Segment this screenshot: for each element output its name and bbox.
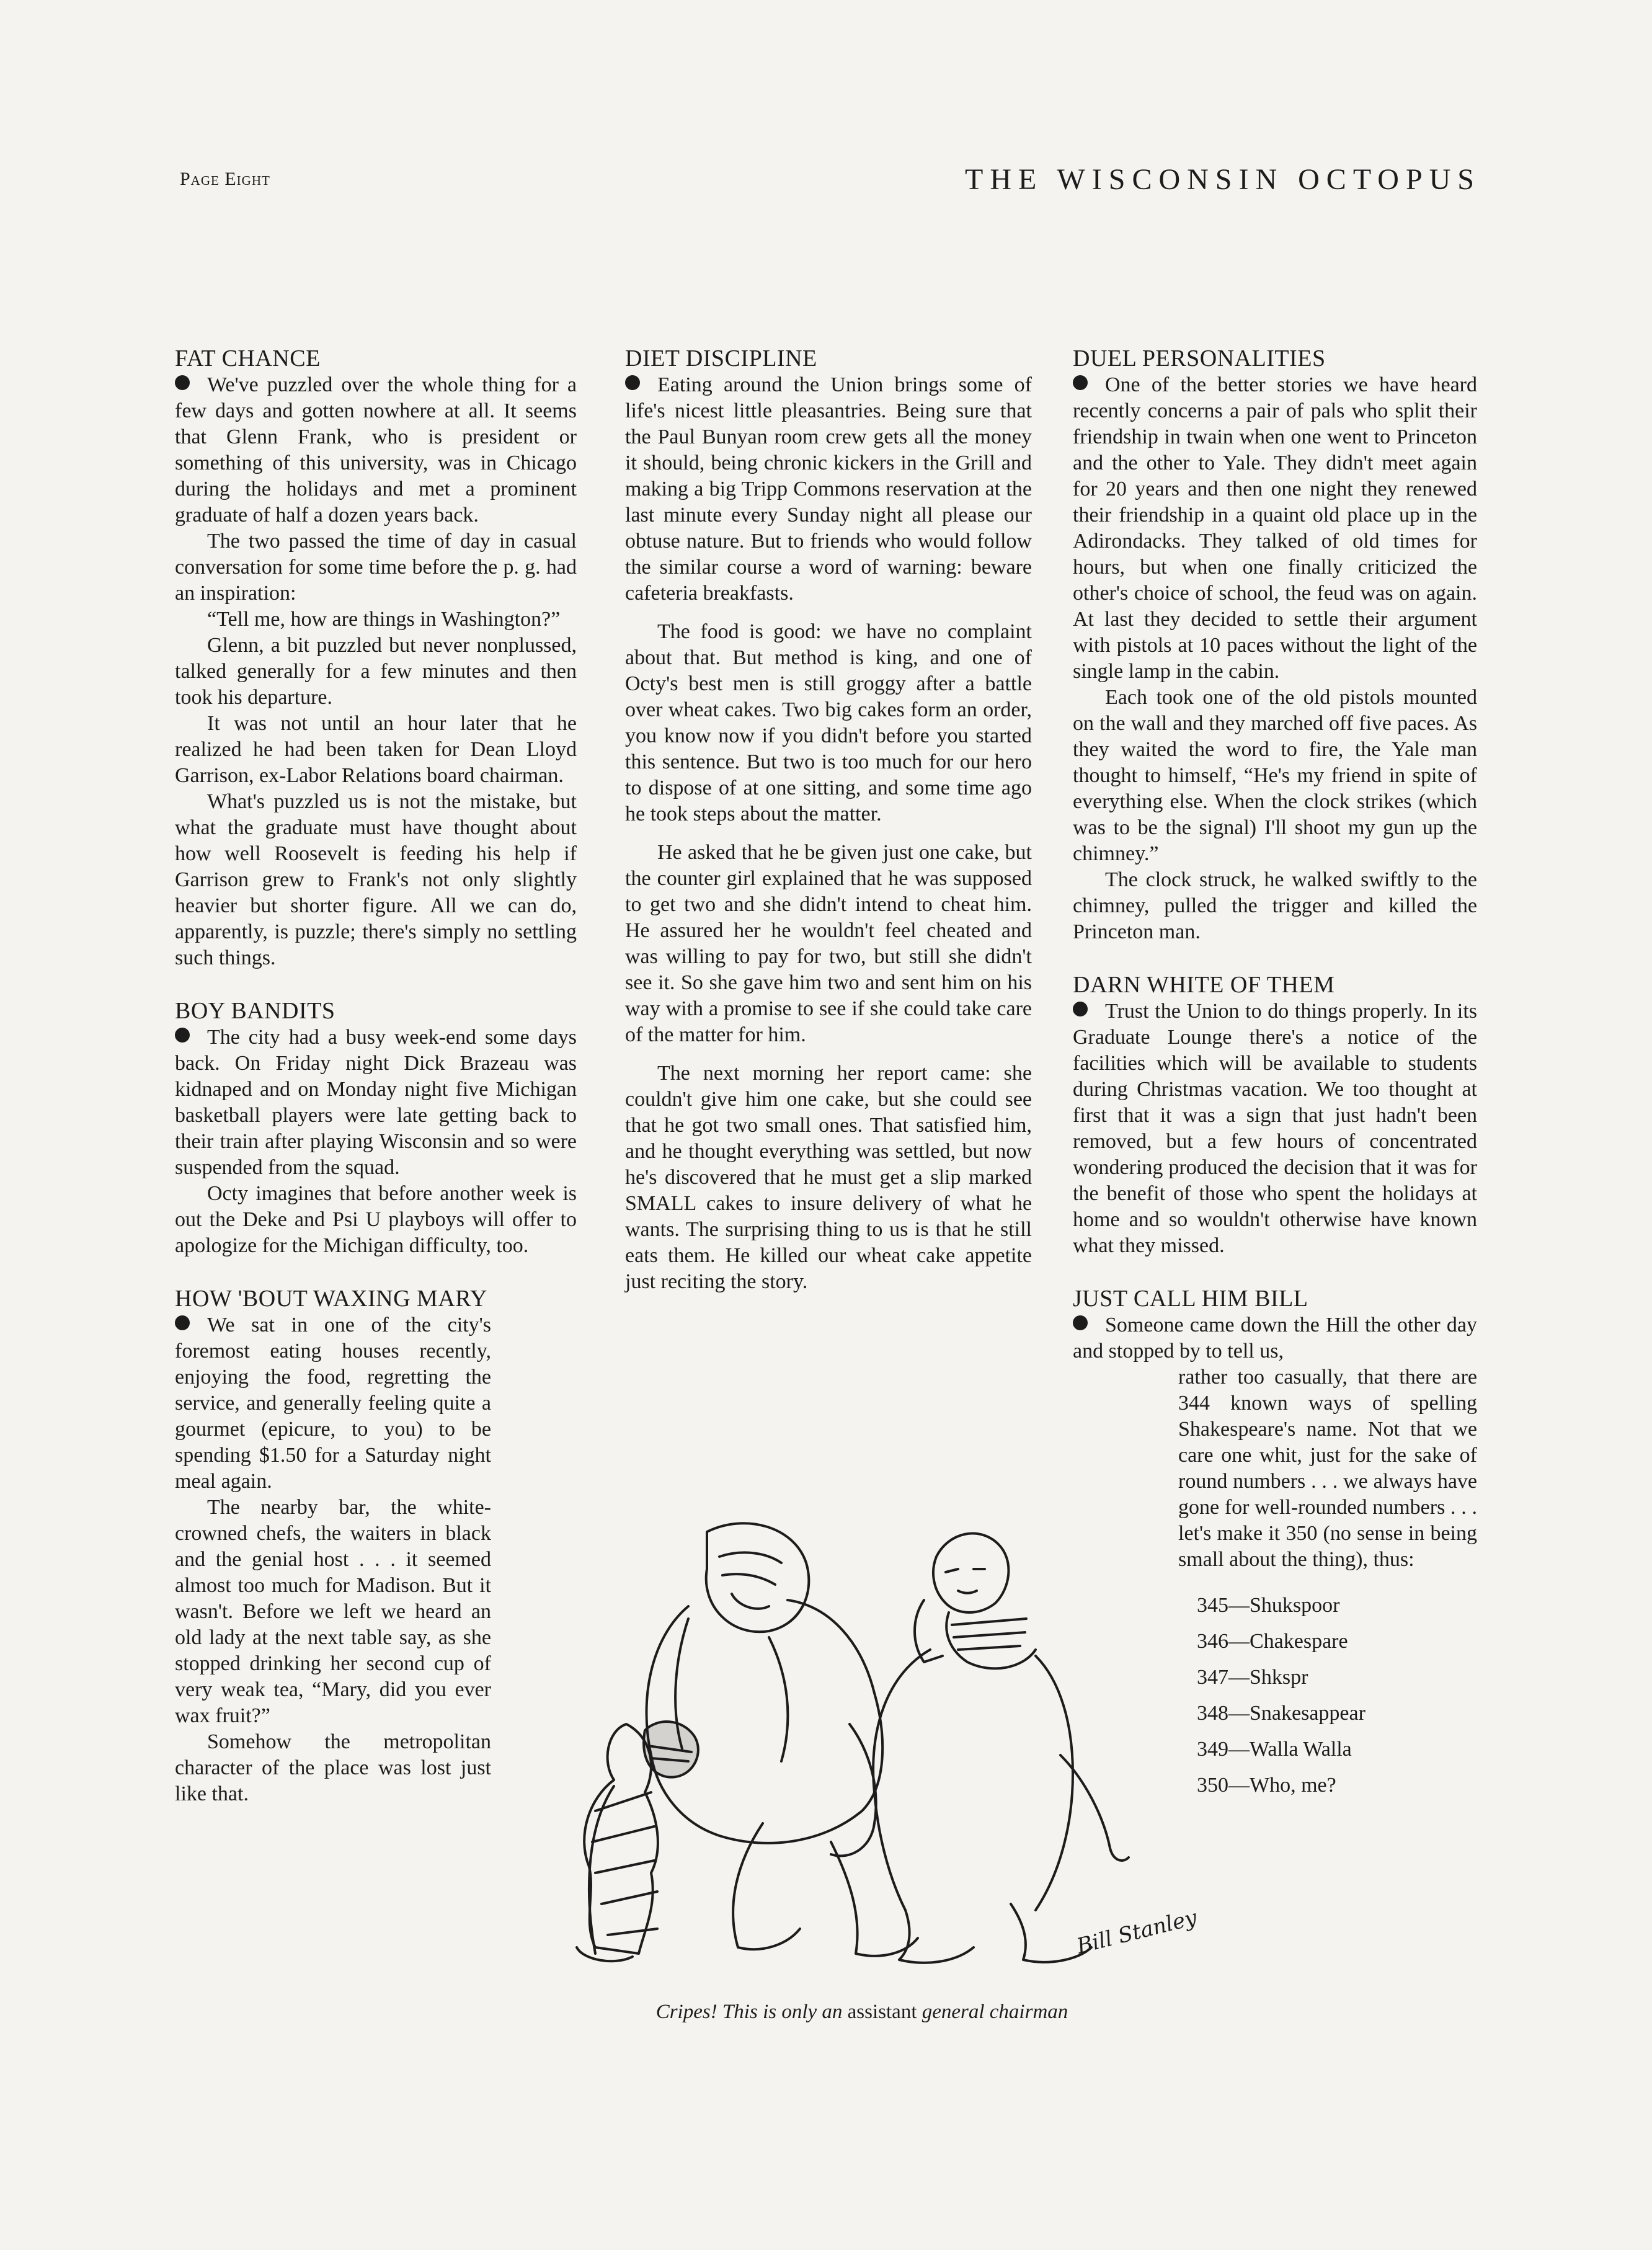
article-paragraph: The two passed the time of day in casual conversation for some time before the p. g. had an inspiration: [175,530,577,605]
article-paragraph: Each took one of the old pistols mounted on the wall and they marched off five paces. As they waited the word to fire, the Yale man thought to himself, “He's my friend in spite of everything else. When the clock strikes (which was to be the signal) I'll shoot my gun up the chimney.” [1073,686,1477,865]
article-paragraph: “Tell me, how are things in Washington?” [207,608,561,631]
article-paragraph: The city had a busy week-end some days back. On Friday night Dick Brazeau was kidnaped and on Monday night five Michigan basketball players were late getting back to their train after playing Wisconsin and so were suspended from the squad. [175,1026,577,1179]
article-paragraph: Someone came down the Hill the other day and stopped by to tell us, [1073,1314,1477,1363]
list-item: 349—Walla Walla [1197,1738,1352,1761]
article-paragraph: We sat in one of the city's foremost eating houses recently, enjoying the food, regretting the service, and generally feeling quite a gourmet (epicure, to you) to be spending $1.50 for a Saturday night meal again. [175,1314,491,1493]
article-heading: DARN WHITE OF THEM [1073,972,1335,998]
article-heading: DUEL PERSONALITIES [1073,345,1326,371]
article-paragraph: It was not until an hour later that he realized he had been taken for Dean Lloyd Garrison, ex-Labor Relations board chairman. [175,712,577,787]
article-heading: JUST CALL HIM BILL [1073,1286,1308,1312]
article-heading: DIET DISCIPLINE [625,345,817,371]
bound-figure [577,1722,698,1961]
article-paragraph: What's puzzled us is not the mistake, but what the graduate must have thought about how well Roosevelt is feeding his help if Garrison grew to Frank's not only slightly heavier but shorter figure. All we can do, apparently, is puzzle; there's simply no settling such things. [175,790,577,969]
list-item: 350—Who, me? [1197,1774,1336,1797]
page-number-label: Page Eight [180,169,270,189]
article-heading: BOY BANDITS [175,998,335,1024]
article-fat-chance [175,345,577,971]
article-darn-white [1073,971,1477,1259]
bullet-icon [175,1315,190,1330]
bullet-icon [175,375,190,390]
article-paragraph: The food is good: we have no complaint about that. But method is king, and one of Octy's best men is still groggy after a battle over wheat cakes. Two big cakes form an order, you know now if you didn't before you started this sentence. But two is too much for our hero to dispose of at one sitting, and some time ago he took steps about the matter. [625,620,1032,825]
column-middle [625,345,1032,1321]
article-paragraph: Trust the Union to do things properly. In its Graduate Lounge there's a notice of the facilities which will be available to students during Christmas vacation. We too thought at first that it was a sign that just hadn't been removed, but a few hours of concentrated wondering produced the decision that it was for the benefit of those who spent the holidays at home and so wouldn't otherwise have known what they missed. [1073,1000,1477,1257]
list-item: 345—Shukspoor [1197,1594,1340,1617]
spelling-list [1197,1588,1477,1803]
article-paragraph: Octy imagines that before another week is out the Deke and Psi U playboys will offer to apologize for the Michigan difficulty, too. [175,1182,577,1257]
article-duel-personalities [1073,345,1477,945]
magazine-title: THE WISCONSIN OCTOPUS [965,163,1481,196]
article-paragraph: Eating around the Union brings some of life's nicest little pleasantries. Being sure that the Paul Bunyan room crew gets all the money it should, being chronic kickers in the Grill and making a big Tripp Commons reservation at the last minute every Sunday night all please our obtuse nature. But to friends who would follow the similar course a word of warning: beware cafeteria breakfasts. [625,373,1032,605]
article-boy-bandits [175,997,577,1259]
article-heading: HOW 'BOUT WAXING MARY [175,1286,487,1312]
list-item: 346—Chakespare [1197,1630,1348,1653]
bullet-icon [625,375,640,390]
bullet-icon [175,1028,190,1043]
article-paragraph: One of the better stories we have heard recently concerns a pair of pals who split their friendship in twain when one went to Princeton and the other to Yale. They didn't meet again for 20 years and then one night they renewed their friendship in a quaint old place up in the Adirondacks. They talked of old times for hours, but when one finally criticized the other's choice of school, the feud was on again. At last they decided to settle their argument with pistols at 10 paces without the light of the single lamp in the cabin. [1073,373,1477,683]
article-paragraph: The next morning her report came: she couldn't give him one cake, but she could see that he got two small ones. That satisfied him, and he thought everything was settled, but now he's discovered that he must get a slip marked SMALL cakes to insure delivery of what he wants. The surprising thing to us is that he still eats them. He killed our wheat cake appetite just reciting the story. [625,1062,1032,1293]
artist-signature: Bill Stanley [1074,1905,1200,1959]
list-item: 347—Shkspr [1197,1666,1308,1689]
article-paragraph: He asked that he be given just one cake, but the counter girl explained that he was supposed to get two and she didn't intend to cheat him. He assured her he wouldn't feel cheated and was willing to pay for two, but still she didn't see it. So she gave him two and sent him on his way with a promise to see if she could take care of the matter for him. [625,841,1032,1046]
cartoon-caption: Cripes! This is only an assistant general chairman [655,2001,1068,2023]
bullet-icon [1073,1002,1088,1016]
list-item: 348—Snakesappear [1197,1702,1366,1725]
article-paragraph: The nearby bar, the white-crowned chefs, the waiters in black and the genial host . . . it seemed almost too much for Madison. But it wasn't. Before we left we heard an old lady at the next table say, as she stopped drinking her second cup of very weak tea, “Mary, did you ever wax fruit?” [175,1496,491,1727]
article-paragraph: Somehow the metropolitan character of the place was lost just like that. [175,1730,491,1805]
bullet-icon [1073,1315,1088,1330]
article-paragraph: Glenn, a bit puzzled but never nonplussed, talked generally for a few minutes and then took his departure. [175,634,577,709]
cartoon-illustration [502,1519,1200,1997]
thinking-figure [873,1534,1129,1963]
article-diet-discipline [625,345,1032,1295]
article-paragraph: rather too casually, that there are 344 known ways of spelling Shakespeare's name. Not that we care one whit, just for the sake of round numbers . . . we always have gone for well-rounded numbers . . . let's make it 350 (no sense in being small about the thing), thus: [1178,1366,1477,1571]
article-heading: FAT CHANCE [175,345,321,371]
article-paragraph: The clock struck, he walked swiftly to the chimney, pulled the trigger and killed the Princeton man. [1073,868,1477,943]
bullet-icon [1073,375,1088,390]
article-paragraph: We've puzzled over the whole thing for a few days and gotten nowhere at all. It seems that Glenn Frank, who is president or something of this university, was in Chicago during the holidays and met a prominent graduate of half a dozen years back. [175,373,577,527]
